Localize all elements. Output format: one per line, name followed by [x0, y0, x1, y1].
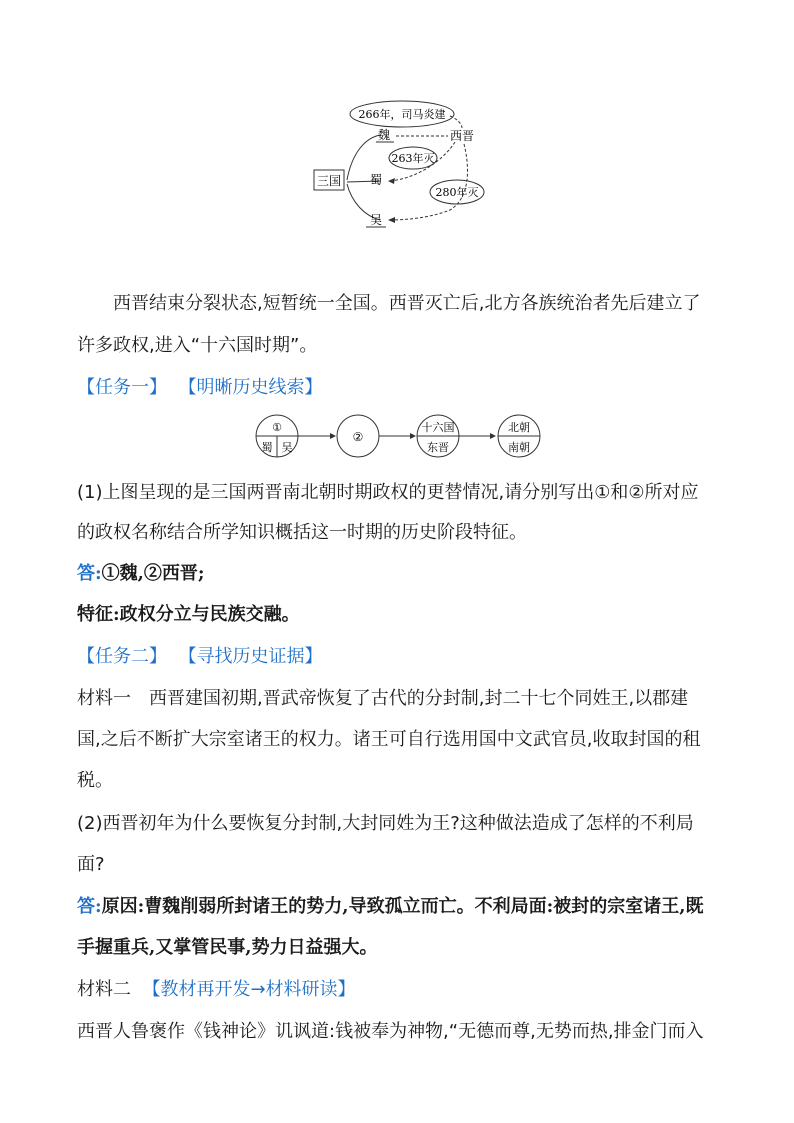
material2-label: 材料二	[77, 979, 131, 1000]
material2-heading	[77, 978, 356, 1002]
task1-heading	[77, 376, 322, 400]
q2-line-1: (2)西晋初年为什么要恢复分封制,大封同姓为王?这种做法造成了怎样的不利局	[77, 813, 694, 834]
sanguo-label: 三国	[316, 174, 342, 188]
q2-line-2: 面?	[77, 854, 105, 875]
material2-tag: 【教材再开发→材料研读】	[142, 979, 356, 1000]
svg-text:南朝: 南朝	[508, 441, 530, 454]
wei-label: 魏	[377, 128, 391, 142]
svg-text:①: ①	[272, 421, 282, 434]
a1-label: 答:	[77, 563, 102, 584]
material1-line-1: 材料一 西晋建国初期,晋武帝恢复了古代的分封制,封二十七个同姓王,以郡建	[77, 688, 689, 709]
a1-line-2: 特征:政权分立与民族交融。	[77, 604, 300, 625]
svg-text:北朝: 北朝	[508, 421, 530, 434]
material1-line-3: 税。	[77, 770, 113, 791]
svg-text:吴: 吴	[281, 441, 293, 454]
task1-tag: 【任务一】	[77, 377, 167, 398]
material1-line-2: 国,之后不断扩大宗室诸王的权力。诸王可自行选用国中文武官员,收取封国的租	[77, 729, 701, 750]
a1-line-1: 答:①魏,②西晋;	[77, 563, 205, 584]
shu-label: 蜀	[369, 173, 383, 187]
svg-text:280年灭: 280年灭	[435, 186, 479, 199]
svg-text:266年，司马炎建: 266年，司马炎建	[358, 108, 446, 121]
svg-text:②: ②	[352, 430, 364, 444]
three-kingdoms-diagram	[300, 98, 500, 238]
intro-line-1: 西晋结束分裂状态,短暂统一全国。西晋灭亡后,北方各族统治者先后建立了	[113, 293, 701, 314]
task2-heading	[77, 645, 322, 669]
task2-title: 【寻找历史证据】	[178, 646, 323, 667]
a2-label: 答:	[77, 896, 102, 917]
svg-text:蜀: 蜀	[261, 441, 273, 454]
svg-text:十六国: 十六国	[421, 421, 455, 434]
q1-line-2: 的政权名称结合所学知识概括这一时期的历史阶段特征。	[77, 522, 527, 543]
wu-label: 吴	[369, 213, 383, 227]
intro-line-2: 许多政权,进入“十六国时期”。	[77, 335, 318, 356]
svg-text:263年灭: 263年灭	[391, 152, 435, 165]
q1-line-1: (1)上图呈现的是三国两晋南北朝时期政权的更替情况,请分别写出①和②所对应	[77, 482, 699, 503]
material2-line-1: 西晋人鲁褒作《钱神论》讥讽道:钱被奉为神物,“无德而尊,无势而热,排金门而入	[77, 1021, 704, 1042]
timeline-diagram	[252, 414, 548, 462]
a2-line-1: 答:原因:曹魏削弱所封诸王的势力,导致孤立而亡。不利局面:被封的宗室诸王,既	[77, 896, 704, 917]
task1-title: 【明晰历史线索】	[178, 377, 323, 398]
xijin-label: 西晋	[449, 129, 475, 143]
svg-text:东晋: 东晋	[427, 441, 449, 454]
task2-tag: 【任务二】	[77, 646, 167, 667]
a2-line-2: 手握重兵,又掌管民事,势力日益强大。	[77, 937, 378, 958]
